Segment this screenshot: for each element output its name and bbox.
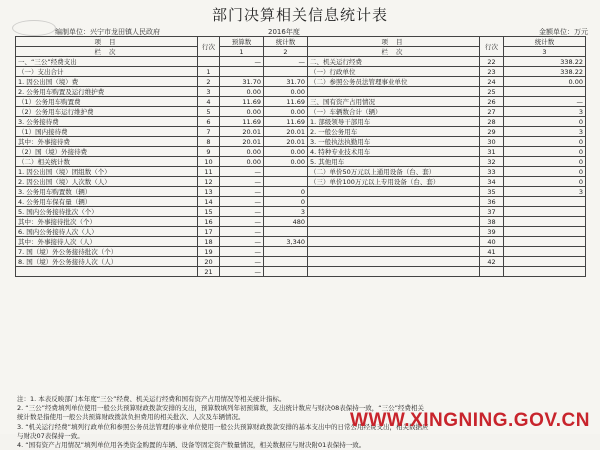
- budget-value: 20.01: [220, 137, 264, 147]
- footnote-line: 与财决07表保持一致。: [17, 431, 84, 440]
- right-item-label: [308, 257, 480, 267]
- right-actual-value: 338.22: [504, 57, 586, 67]
- right-item-label: [308, 87, 480, 97]
- budget-value: —: [220, 57, 264, 67]
- right-actual-value: 3: [504, 187, 586, 197]
- right-line-no: 40: [480, 237, 504, 247]
- header-budget: 预算数: [220, 37, 264, 47]
- table-row: [16, 167, 586, 177]
- right-actual-value: 3: [504, 107, 586, 117]
- table-row: [16, 237, 586, 247]
- left-line-no: 1: [198, 67, 220, 77]
- left-line-no: [198, 57, 220, 67]
- budget-value: —: [220, 257, 264, 267]
- left-line-no: 14: [198, 197, 220, 207]
- budget-value: —: [220, 237, 264, 247]
- left-item-label: 7. 国（境）外公务接待批次（个）: [16, 247, 198, 257]
- footnote-line: 4. “国有资产占用情况”填列单位用各类资金购置的车辆、设备等固定资产数量情况，相关数据应与财决附01表保持一致。: [17, 441, 366, 450]
- right-item-label: 1. 部级领导干部用车: [308, 117, 480, 127]
- right-item-label: [308, 197, 480, 207]
- actual-value: 0.00: [264, 87, 308, 97]
- budget-value: —: [220, 197, 264, 207]
- right-line-no: 25: [480, 87, 504, 97]
- right-actual-value: 0.00: [504, 77, 586, 87]
- table-row: [16, 97, 586, 107]
- right-item-label: （一）车辆数合计（辆）: [308, 107, 480, 117]
- budget-value: —: [220, 217, 264, 227]
- right-actual-value: [504, 247, 586, 257]
- right-line-no: 42: [480, 257, 504, 267]
- right-line-no: 39: [480, 227, 504, 237]
- right-actual-value: 0: [504, 157, 586, 167]
- right-line-no: 36: [480, 197, 504, 207]
- header-section-right: 项 目: [308, 37, 480, 47]
- actual-value: [264, 67, 308, 77]
- page-title: 部门决算相关信息统计表: [211, 6, 388, 24]
- right-actual-value: 0: [504, 137, 586, 147]
- header-col3: 3: [504, 47, 586, 57]
- actual-value: 11.69: [264, 97, 308, 107]
- right-item-label: 二、机关运行经费: [308, 57, 480, 67]
- table-row: [16, 177, 586, 187]
- right-actual-value: [504, 267, 586, 277]
- right-item-label: 5. 其他用车: [308, 157, 480, 167]
- statistics-table: [15, 36, 586, 277]
- right-item-label: 4. 特种专业技术用车: [308, 147, 480, 157]
- left-item-label: [16, 267, 198, 277]
- left-line-no: 18: [198, 237, 220, 247]
- right-line-no: 30: [480, 137, 504, 147]
- header-item-left: 栏 次: [16, 47, 198, 57]
- right-actual-value: [504, 227, 586, 237]
- actual-value: 31.70: [264, 77, 308, 87]
- actual-value: —: [264, 57, 308, 67]
- actual-value: [264, 257, 308, 267]
- header-line-no-left: 行次: [198, 37, 220, 57]
- right-line-no: 29: [480, 127, 504, 137]
- actual-value: 0.00: [264, 157, 308, 167]
- table-row: [16, 107, 586, 117]
- actual-value: 20.01: [264, 127, 308, 137]
- right-item-label: （二）参照公务员法管理事业单位: [308, 77, 480, 87]
- left-line-no: 20: [198, 257, 220, 267]
- actual-value: 0: [264, 197, 308, 207]
- footnote-line: 2. “三公”经费填列单位使用一般公共预算财政拨款安排的支出，预算数填列年初预算数，支出统计数应与财决08表保持一致，“三公”经费相关: [17, 404, 425, 413]
- left-item-label: 一、“三公”经费支出: [16, 57, 198, 67]
- right-item-label: （三）单价100万元以上专用设备（台、套）: [308, 177, 480, 187]
- left-line-no: 3: [198, 87, 220, 97]
- right-item-label: [308, 247, 480, 257]
- right-item-label: （二）单价50万元以上通用设备（台、套）: [308, 167, 480, 177]
- right-line-no: 34: [480, 177, 504, 187]
- table-row: [16, 57, 586, 67]
- right-item-label: [308, 267, 480, 277]
- left-item-label: 3. 公务接待费: [16, 117, 198, 127]
- left-item-label: 3. 公务用车购置数（辆）: [16, 187, 198, 197]
- right-actual-value: [504, 207, 586, 217]
- header-section-left: 项 目: [16, 37, 198, 47]
- budget-value: —: [220, 247, 264, 257]
- right-item-label: [308, 227, 480, 237]
- table-row: [16, 197, 586, 207]
- footnote-line: 注：1. 本表反映部门本年度“三公”经费、机关运行经费和国有资产占用情况等相关统计指标。: [17, 395, 286, 403]
- right-item-label: [308, 207, 480, 217]
- table-row: [16, 187, 586, 197]
- footnote-line: 统计数是指使用一般公共预算财政拨款负担费用的相关批次、人次及车辆情况。: [17, 413, 245, 422]
- budget-value: [220, 67, 264, 77]
- table-row: [16, 77, 586, 87]
- right-actual-value: 0: [504, 167, 586, 177]
- right-actual-value: 0: [504, 177, 586, 187]
- right-item-label: [308, 187, 480, 197]
- table-row: [16, 137, 586, 147]
- right-line-no: 28: [480, 117, 504, 127]
- actual-value: 11.69: [264, 117, 308, 127]
- left-line-no: 8: [198, 137, 220, 147]
- header-line-no-right: 行次: [480, 37, 504, 57]
- table-body: [16, 37, 586, 277]
- header-row-1: [16, 37, 586, 47]
- actual-value: [264, 247, 308, 257]
- left-item-label: 其中：外事接待批次（个）: [16, 217, 198, 227]
- right-line-no: 26: [480, 97, 504, 107]
- right-item-label: [308, 217, 480, 227]
- actual-value: [264, 167, 308, 177]
- header-col1: 1: [220, 47, 264, 57]
- table-row: [16, 267, 586, 277]
- left-item-label: 8. 国（境）外公务接待人次（人）: [16, 257, 198, 267]
- budget-value: —: [220, 207, 264, 217]
- actual-value: 20.01: [264, 137, 308, 147]
- site-watermark: WWW.XINGNING.GOV.CN: [350, 410, 590, 431]
- left-item-label: 其中：外事接待人次（人）: [16, 237, 198, 247]
- right-line-no: 38: [480, 217, 504, 227]
- right-item-label: [308, 237, 480, 247]
- left-item-label: 4. 公务用车保有量（辆）: [16, 197, 198, 207]
- right-actual-value: 0: [504, 117, 586, 127]
- right-actual-value: 0: [504, 147, 586, 157]
- right-line-no: 41: [480, 247, 504, 257]
- right-actual-value: [504, 257, 586, 267]
- budget-value: 20.01: [220, 127, 264, 137]
- left-item-label: 其中：外事接待费: [16, 137, 198, 147]
- left-line-no: 10: [198, 157, 220, 167]
- left-line-no: 15: [198, 207, 220, 217]
- budget-value: 31.70: [220, 77, 264, 87]
- left-line-no: 12: [198, 177, 220, 187]
- left-line-no: 4: [198, 97, 220, 107]
- right-actual-value: 338.22: [504, 67, 586, 77]
- left-line-no: 7: [198, 127, 220, 137]
- left-item-label: 1. 因公出国（境）费: [16, 77, 198, 87]
- left-item-label: 6. 国内公务接待人次（人）: [16, 227, 198, 237]
- right-actual-value: [504, 237, 586, 247]
- money-unit-label: 金额单位：万元: [539, 28, 588, 36]
- left-line-no: 11: [198, 167, 220, 177]
- left-line-no: 2: [198, 77, 220, 87]
- right-line-no: 23: [480, 67, 504, 77]
- left-line-no: 21: [198, 267, 220, 277]
- table-row: [16, 257, 586, 267]
- actual-value: 0: [264, 187, 308, 197]
- left-line-no: 17: [198, 227, 220, 237]
- left-item-label: （1）公务用车购置费: [16, 97, 198, 107]
- left-item-label: （二）相关统计数: [16, 157, 198, 167]
- right-actual-value: 3: [504, 127, 586, 137]
- right-line-no: 33: [480, 167, 504, 177]
- header-item-right: 栏 次: [308, 47, 480, 57]
- table-row: [16, 207, 586, 217]
- budget-value: 11.69: [220, 97, 264, 107]
- left-line-no: 5: [198, 107, 220, 117]
- right-line-no: 27: [480, 107, 504, 117]
- budget-value: 0.00: [220, 107, 264, 117]
- table-row: [16, 147, 586, 157]
- budget-value: —: [220, 267, 264, 277]
- right-item-label: 2. 一般公务用车: [308, 127, 480, 137]
- table-row: [16, 247, 586, 257]
- unit-label: 编制单位：兴宁市龙田镇人民政府: [55, 28, 160, 36]
- header-actual: 统计数: [264, 37, 308, 47]
- right-item-label: 3. 一般执法执勤用车: [308, 137, 480, 147]
- right-line-no: 32: [480, 157, 504, 167]
- budget-value: —: [220, 167, 264, 177]
- table-row: [16, 67, 586, 77]
- footnote-line: 3. “机关运行经费”填列行政单位和参照公务员法管理的事业单位使用一般公共预算财政拨款安排的基本支出中的日常公用经费支出，相关数据应: [17, 422, 429, 431]
- right-actual-value: [504, 197, 586, 207]
- budget-value: —: [220, 177, 264, 187]
- budget-value: 0.00: [220, 87, 264, 97]
- right-actual-value: [504, 217, 586, 227]
- right-item-label: （一）行政单位: [308, 67, 480, 77]
- actual-value: [264, 227, 308, 237]
- left-line-no: 6: [198, 117, 220, 127]
- right-line-no: [480, 267, 504, 277]
- budget-value: —: [220, 227, 264, 237]
- right-line-no: 22: [480, 57, 504, 67]
- actual-value: 480: [264, 217, 308, 227]
- left-line-no: 19: [198, 247, 220, 257]
- actual-value: [264, 267, 308, 277]
- left-item-label: （1）国内接待费: [16, 127, 198, 137]
- table-row: [16, 87, 586, 97]
- left-item-label: 5. 国内公务接待批次（个）: [16, 207, 198, 217]
- left-item-label: 2. 公务用车购置及运行维护费: [16, 87, 198, 97]
- right-line-no: 37: [480, 207, 504, 217]
- header-actual-right: 统计数: [504, 37, 586, 47]
- actual-value: 3,340: [264, 237, 308, 247]
- header-col2: 2: [264, 47, 308, 57]
- table-row: [16, 227, 586, 237]
- actual-value: [264, 177, 308, 187]
- left-item-label: （2）公务用车运行维护费: [16, 107, 198, 117]
- actual-value: 0.00: [264, 147, 308, 157]
- right-line-no: 24: [480, 77, 504, 87]
- table-row: [16, 117, 586, 127]
- right-item-label: 三、国有资产占用情况: [308, 97, 480, 107]
- right-actual-value: [504, 87, 586, 97]
- actual-value: 0.00: [264, 107, 308, 117]
- left-item-label: （2）国（境）外接待费: [16, 147, 198, 157]
- budget-value: —: [220, 187, 264, 197]
- table-row: [16, 157, 586, 167]
- left-line-no: 13: [198, 187, 220, 197]
- table-row: [16, 127, 586, 137]
- left-item-label: 1. 因公出国（境）团组数（个）: [16, 167, 198, 177]
- actual-value: 3: [264, 207, 308, 217]
- year-label: 2016年度: [268, 28, 300, 36]
- right-line-no: 35: [480, 187, 504, 197]
- left-item-label: 2. 因公出国（境）人次数（人）: [16, 177, 198, 187]
- budget-value: 0.00: [220, 157, 264, 167]
- right-line-no: 31: [480, 147, 504, 157]
- left-line-no: 9: [198, 147, 220, 157]
- table-row: [16, 217, 586, 227]
- right-actual-value: —: [504, 97, 586, 107]
- left-item-label: （一）支出合计: [16, 67, 198, 77]
- budget-value: 11.69: [220, 117, 264, 127]
- left-line-no: 16: [198, 217, 220, 227]
- budget-value: 0.00: [220, 147, 264, 157]
